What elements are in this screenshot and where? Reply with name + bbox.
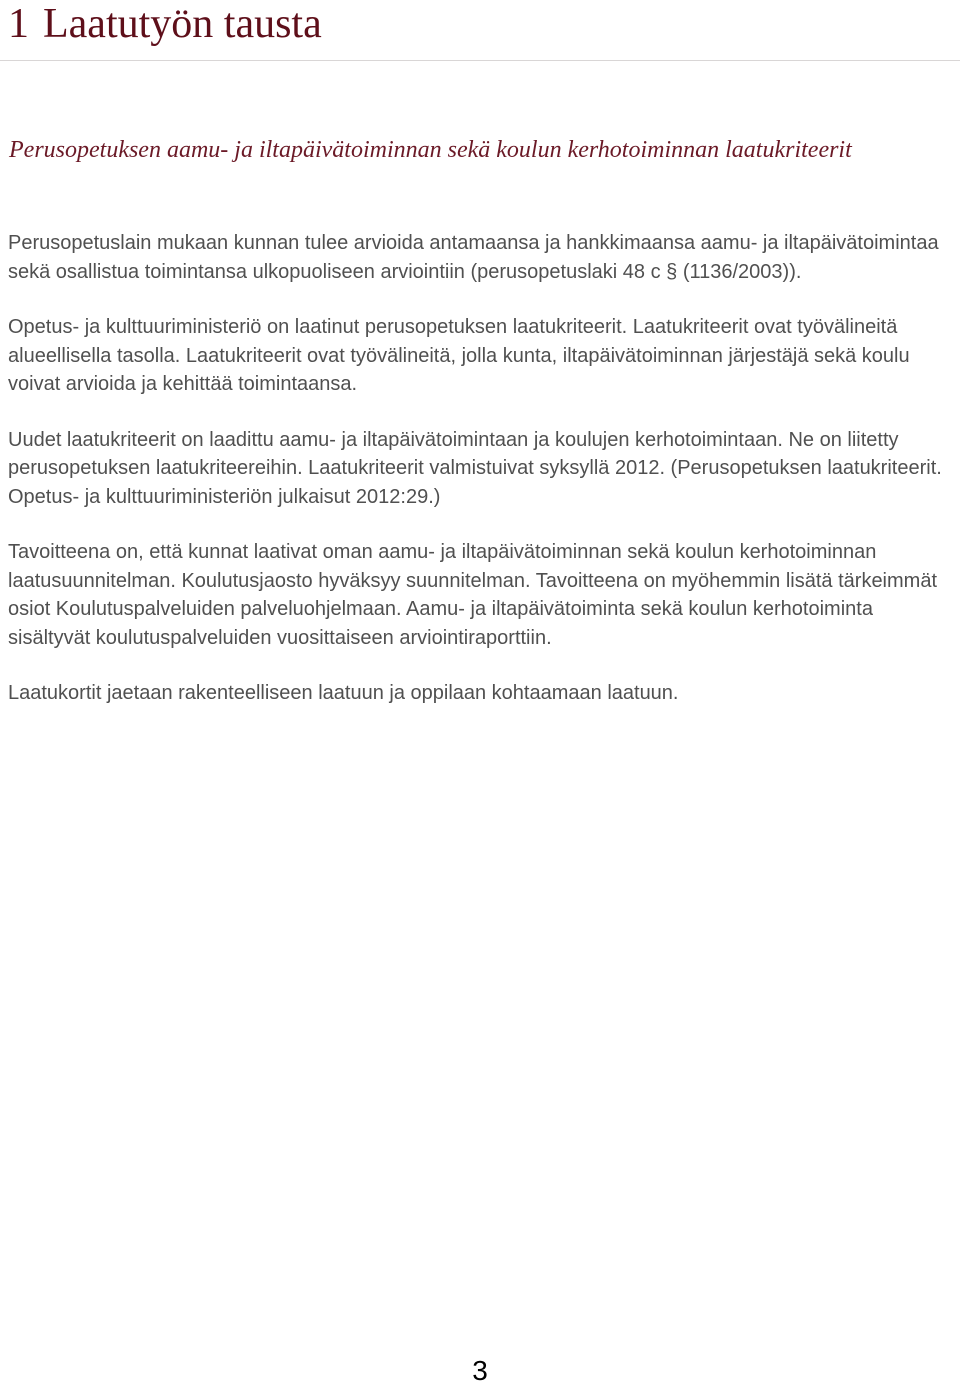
paragraph-4: Tavoitteena on, että kunnat laativat oman aamu- ja iltapäivätoiminnan sekä koulun kerhotoiminnan laatusuunnitelman. Koulutusjaosto hyväksyy suunnitelman. Tavoitteena on myöhemmin lisätä tärkeimmät osiot Koulutuspalveluiden palveluohjelmaan. Aamu- ja iltapäivätoiminta sekä koulun kerhotoiminta sisältyvät koulutuspalveluiden vuosittaiseen arviointiraporttiin. bbox=[8, 541, 938, 649]
page-number: 3 bbox=[472, 1355, 488, 1386]
heading-divider bbox=[0, 60, 960, 61]
paragraph-1: Perusopetuslain mukaan kunnan tulee arvioida antamaansa ja hankkimaansa aamu- ja iltapäivätoimintaa sekä osallistua toimintansa ulkopuoliseen arviointiin (perusopetuslaki 48 c § (1136/2003)). bbox=[8, 232, 939, 283]
chapter-number: 1 bbox=[8, 1, 29, 47]
chapter-title: Laatutyön tausta bbox=[43, 1, 322, 47]
paragraph-2: Opetus- ja kulttuuriministeriö on laatinut perusopetuksen laatukriteerit. Laatukriteerit ovat työvälineitä alueellisella tasolla. Laatukriteerit ovat työvälineitä, jolla kunta, iltapäivätoiminnan järjestäjä sekä koulu voivat arvioida ja kehittää toimintaansa. bbox=[8, 316, 910, 395]
body-text bbox=[8, 229, 956, 735]
chapter-heading bbox=[8, 0, 322, 48]
section-subtitle: Perusopetuksen aamu- ja iltapäivätoiminnan sekä koulun kerhotoiminnan laatukriteerit bbox=[9, 137, 852, 163]
paragraph-5: Laatukortit jaetaan rakenteelliseen laatuun ja oppilaan kohtaamaan laatuun. bbox=[8, 682, 679, 704]
paragraph-3: Uudet laatukriteerit on laadittu aamu- ja iltapäivätoimintaan ja koulujen kerhotoimintaan. Ne on liitetty perusopetuksen laatukriteereihin. Laatukriteerit valmistuivat syksyllä 2012. (Perusopetuksen laatukriteerit. Opetus- ja kulttuuriministeriön julkaisut 2012:29.) bbox=[8, 428, 942, 508]
